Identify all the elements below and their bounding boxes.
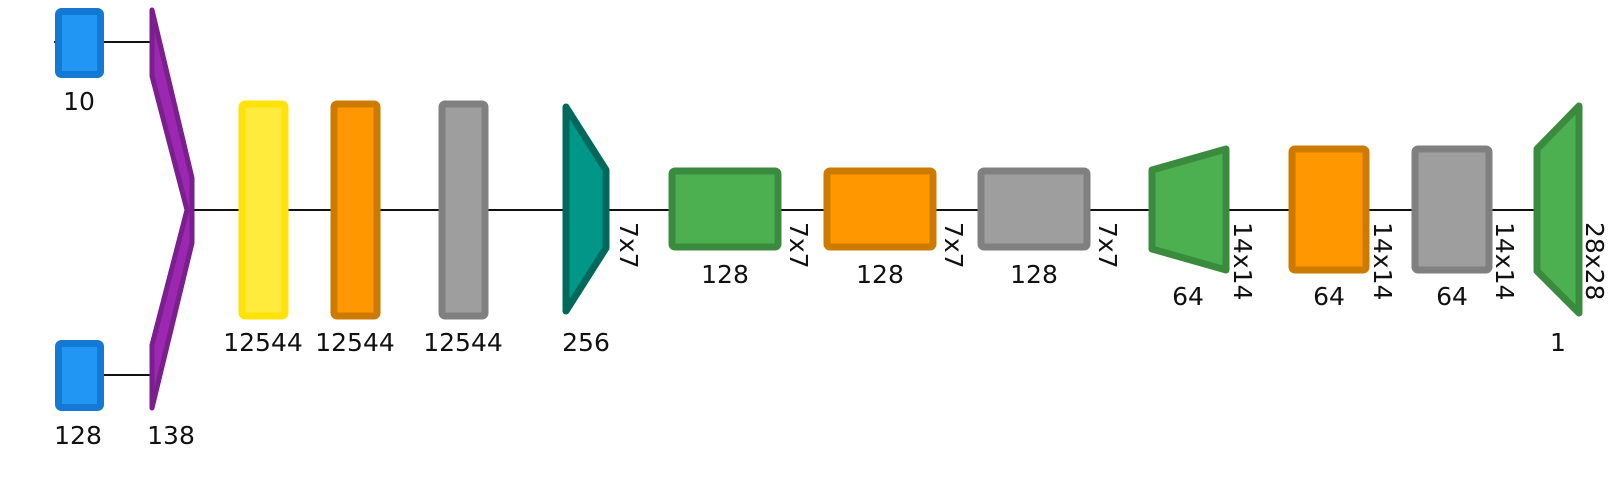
layer-concat-shape (152, 10, 192, 408)
layer-bn2-label: 128 (856, 260, 904, 289)
layer-upconv1-label: 64 (1172, 282, 1204, 311)
layer-upconv1-shape (1152, 149, 1226, 270)
layer-reshape-label: 256 (562, 328, 610, 357)
layer-bn2-size: 7x7 (939, 222, 968, 269)
layer-conv1-size: 7x7 (784, 222, 813, 269)
layer-act2-size: 7x7 (1093, 222, 1122, 269)
layer-bn1-label: 12544 (315, 328, 395, 357)
layer-conv1-shape (672, 171, 778, 247)
layer-dense-label: 12544 (223, 328, 303, 357)
layer-upconv1-size: 14x14 (1228, 222, 1257, 301)
layer-act3-size: 14x14 (1490, 222, 1519, 301)
layer-bn3-label: 64 (1313, 282, 1345, 311)
layer-act3-label: 64 (1436, 282, 1468, 311)
layer-reshape-size: 7x7 (614, 222, 643, 269)
layer-in-a-shape (59, 12, 101, 75)
layer-act1-label: 12544 (423, 328, 503, 357)
layer-bn1-shape (334, 104, 377, 316)
layer-in-b-label: 128 (54, 421, 102, 450)
layer-upconv2-label: 1 (1550, 328, 1566, 357)
layer-act3-shape (1415, 149, 1489, 270)
layer-concat-label: 138 (147, 421, 195, 450)
layer-in-b-shape (59, 344, 101, 408)
layer-bn2-shape (827, 171, 933, 247)
layer-upconv2-shape (1537, 106, 1579, 313)
layer-dense-shape (242, 104, 285, 316)
layer-bn3-shape (1292, 149, 1366, 270)
layer-upconv2-size: 28x28 (1580, 222, 1609, 301)
layer-act1-shape (442, 104, 485, 316)
layer-in-a-label: 10 (63, 87, 95, 116)
layer-reshape-shape (566, 107, 606, 311)
layer-act2-shape (981, 171, 1087, 247)
layer-conv1-label: 128 (701, 260, 749, 289)
layer-bn3-size: 14x14 (1368, 222, 1397, 301)
layer-act2-label: 128 (1010, 260, 1058, 289)
